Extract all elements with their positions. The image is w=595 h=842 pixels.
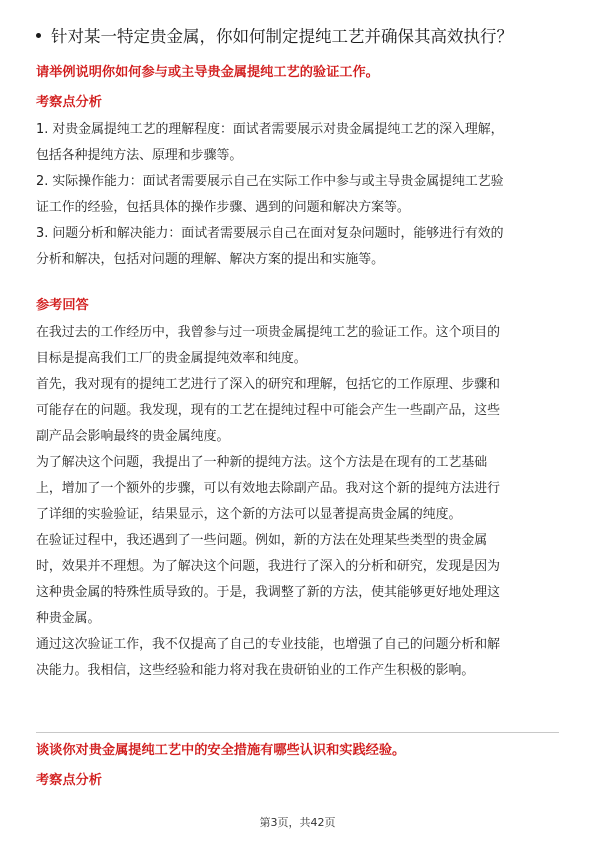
analysis-line: 证工作的经验，包括具体的操作步骤、遇到的问题和解决方案等。	[36, 200, 410, 215]
section1-answer-heading: 参考回答	[36, 298, 89, 313]
answer-line: 上，增加了一个额外的步骤，可以有效地去除副产品。我对这个新的提纯方法进行	[36, 481, 501, 496]
answer-line: 为了解决这个问题，我提出了一种新的提纯方法。这个方法是在现有的工艺基础	[36, 455, 488, 470]
page-footer: 第3页，共42页	[259, 816, 336, 829]
analysis-line: 1. 对贵金属提纯工艺的理解程度：面试者需要展示对贵金属提纯工艺的深入理解，	[36, 122, 504, 137]
analysis-line: 分析和解决，包括对问题的理解、解决方案的提出和实施等。	[36, 252, 385, 267]
analysis-line: 3. 问题分析和解决能力：面试者需要展示自己在面对复杂问题时，能够进行有效的	[36, 226, 504, 241]
section1-answer	[36, 320, 562, 684]
answer-line: 可能存在的问题。我发现，现有的工艺在提纯过程中可能会产生一些副产品，这些	[36, 403, 501, 418]
section2-analysis-heading: 考察点分析	[36, 773, 102, 788]
analysis-line: 包括各种提纯方法、原理和步骤等。	[36, 148, 243, 163]
answer-line: 这种贵金属的特殊性质导致的。于是，我调整了新的方法，使其能够更好地处理这	[36, 585, 501, 600]
answer-line: 决能力。我相信，这些经验和能力将对我在贵研铂业的工作产生积极的影响。	[36, 663, 475, 678]
answer-line: 了详细的实验验证，结果显示，这个新的方法可以显著提高贵金属的纯度。	[36, 507, 462, 522]
section-divider	[36, 732, 559, 733]
section1-analysis-heading: 考察点分析	[36, 95, 102, 110]
answer-line: 在验证过程中，我还遇到了一些问题。例如，新的方法在处理某些类型的贵金属	[36, 533, 488, 548]
section1-title: 请举例说明你如何参与或主导贵金属提纯工艺的验证工作。	[36, 65, 379, 80]
analysis-line: 2. 实际操作能力：面试者需要展示自己在实际工作中参与或主导贵金属提纯工艺验	[36, 174, 504, 189]
question-bullet	[36, 26, 566, 48]
section2-title: 谈谈你对贵金属提纯工艺中的安全措施有哪些认识和实践经验。	[36, 743, 406, 758]
bullet-dot-icon	[36, 33, 41, 38]
answer-line: 目标是提高我们工厂的贵金属提纯效率和纯度。	[36, 351, 307, 366]
answer-line: 首先，我对现有的提纯工艺进行了深入的研究和理解，包括它的工作原理、步骤和	[36, 377, 501, 392]
answer-line: 通过这次验证工作，我不仅提高了自己的专业技能，也增强了自己的问题分析和解	[36, 637, 501, 652]
section1-analysis	[36, 117, 562, 273]
answer-line: 种贵金属。	[36, 611, 101, 626]
answer-line: 副产品会影响最终的贵金属纯度。	[36, 429, 230, 444]
answer-line: 时，效果并不理想。为了解决这个问题，我进行了深入的分析和研究，发现是因为	[36, 559, 501, 574]
answer-line: 在我过去的工作经历中，我曾参与过一项贵金属提纯工艺的验证工作。这个项目的	[36, 325, 501, 340]
question-text: 针对某一特定贵金属，你如何制定提纯工艺并确保其高效执行？	[51, 27, 513, 46]
